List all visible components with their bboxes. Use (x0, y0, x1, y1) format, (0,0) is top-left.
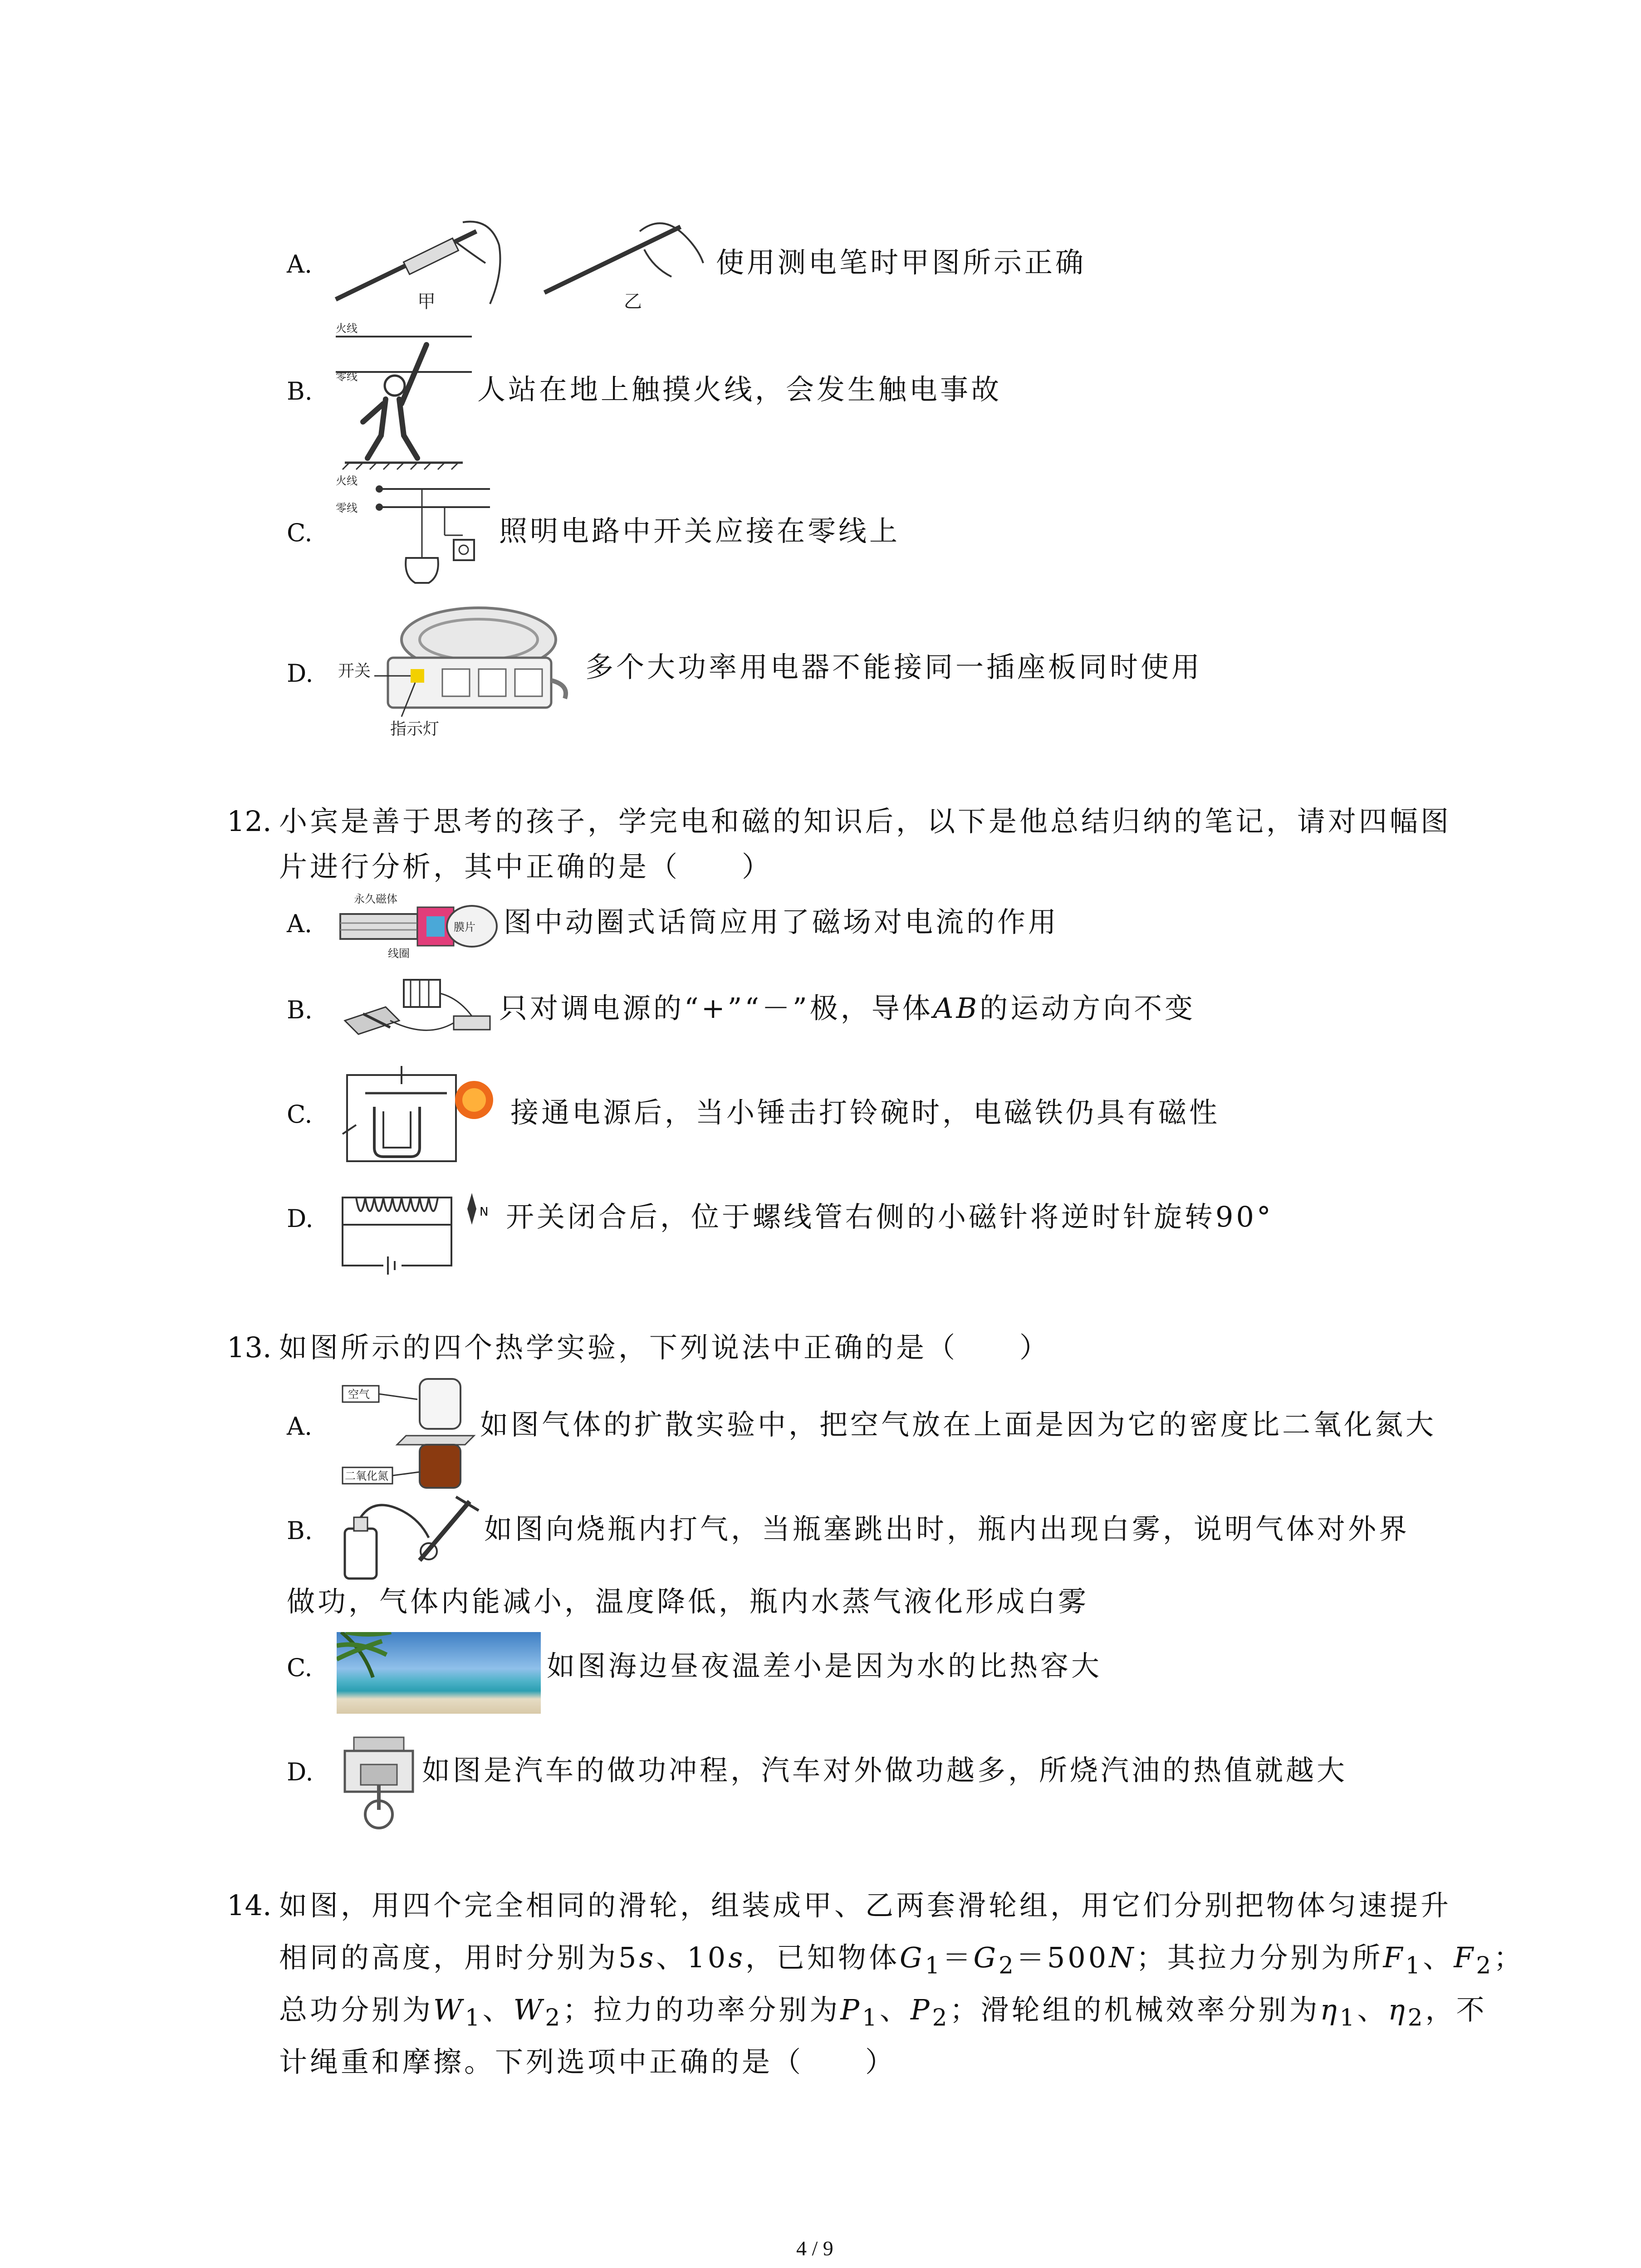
unit-s: s (639, 1941, 656, 1974)
q11-option-d-letter: D. (287, 659, 314, 688)
equals: ＝ (942, 1941, 974, 1974)
sub-1: 1 (862, 2004, 880, 2032)
live-wire-label: 火线 (336, 474, 358, 487)
lighting-circuit-figure (377, 485, 495, 590)
solenoid-compass-figure (338, 1188, 506, 1275)
var-g2: G (973, 1941, 999, 1974)
neutral-wire-label: 零线 (336, 370, 358, 383)
q14-line3-d: ，不 (1425, 1993, 1487, 2026)
q12-option-c-letter: C. (287, 1100, 313, 1129)
q12-option-c-text: 接通电源后，当小锤击打铃碗时，电磁铁仍具有磁性 (510, 1096, 1220, 1129)
q12-option-a-text: 图中动圈式话筒应用了磁场对电流的作用 (504, 905, 1059, 938)
neutral-wire-label: 零线 (336, 502, 358, 514)
q14-line2-e: 、 (1423, 1941, 1454, 1974)
q13-option-b-letter: B. (287, 1516, 313, 1545)
q12-stem-line1: 小宾是善于思考的孩子，学完电和磁的知识后，以下是他总结归纳的笔记，请对四幅图 (279, 805, 1452, 838)
q13-option-a-letter: A. (287, 1412, 313, 1441)
var-eta2: η (1388, 1993, 1408, 2026)
var-f1: F (1383, 1941, 1406, 1974)
q14-line2-b: 、10 (656, 1941, 729, 1974)
q14-stem-line1: 如图，用四个完全相同的滑轮，组装成甲、乙两套滑轮组，用它们分别把物体匀速提升 (279, 1889, 1452, 1922)
equals-500: ＝500 (1016, 1941, 1109, 1974)
sub-1: 1 (925, 1952, 943, 1980)
q13-option-b-text-cont: 做功，气体内能减小，温度降低，瓶内水蒸气液化形成白雾 (287, 1585, 1089, 1618)
q12-option-b-letter: B. (287, 996, 313, 1024)
page-number: 4 / 9 (796, 2237, 833, 2260)
sub-1: 1 (1405, 1952, 1423, 1980)
q13-option-c-letter: C. (287, 1653, 313, 1682)
q12-option-d-letter: D. (287, 1204, 314, 1233)
q14-line2-c: ，已知物体 (745, 1941, 900, 1974)
var-w1: W (433, 1993, 465, 2026)
comma: 、 (879, 1993, 911, 2026)
no2-label: 二氧化氮 (345, 1470, 388, 1482)
q11-option-d-text: 多个大功率用电器不能接同一插座板同时使用 (585, 650, 1203, 684)
q11-option-b-letter: B. (287, 377, 313, 406)
sub-1: 1 (465, 2004, 483, 2032)
comma: 、 (1357, 1993, 1388, 2026)
sub-2: 2 (998, 1952, 1016, 1980)
current-in-magnetic-field-figure (336, 971, 499, 1043)
figure-label-yi: 乙 (624, 291, 642, 312)
q14-stem-line4: 计绳重和摩擦。下列选项中正确的是（ ） (279, 2045, 896, 2078)
unit-s: s (728, 1941, 746, 1974)
engine-power-stroke-figure (336, 1733, 426, 1833)
q14-line2-d: ；其拉力分别为所 (1136, 1941, 1383, 1974)
q12-stem-line2: 片进行分析，其中正确的是（ ） (279, 850, 773, 883)
switch-label: 开关 (338, 662, 371, 680)
q14-line2-a: 相同的高度，用时分别为5 (279, 1941, 639, 1974)
q14-line3-a: 总功分别为 (279, 1993, 434, 2026)
q14-stem-line2 (279, 1941, 1525, 1980)
q13-number: 13. (227, 1331, 272, 1364)
q11-option-a-text: 使用测电笔时甲图所示正确 (716, 246, 1087, 279)
flask-pump-figure (338, 1492, 488, 1583)
diaphragm-label: 膜片 (454, 921, 475, 934)
q12-option-a-letter: A. (287, 909, 313, 938)
q13-option-a-text: 如图气体的扩散实验中，把空气放在上面是因为它的密度比二氧化氮大 (480, 1408, 1437, 1441)
q11-option-b-text: 人站在地上触摸火线，会发生触电事故 (477, 373, 1002, 406)
q13-option-d-text: 如图是汽车的做功冲程，汽车对外做功越多，所烧汽油的热值就越大 (422, 1754, 1348, 1787)
q11-option-c-letter: C. (287, 518, 313, 547)
person-touching-live-wire (336, 336, 481, 467)
live-wire-label: 火线 (336, 322, 358, 335)
test-pen-figure-yi (535, 213, 717, 304)
q12-option-b-text-post: 的运动方向不变 (980, 992, 1196, 1025)
air-label: 空气 (348, 1388, 370, 1401)
sub-2: 2 (1407, 2004, 1425, 2032)
comma: 、 (482, 1993, 514, 2026)
conductor-ab: AB (933, 992, 980, 1025)
q14-number: 14. (227, 1889, 272, 1922)
q13-stem-line1: 如图所示的四个热学实验，下列说法中正确的是（ ） (279, 1331, 1051, 1364)
q14-line2-f: ； (1494, 1941, 1525, 1974)
q13-option-c-text: 如图海边昼夜温差小是因为水的比热容大 (547, 1649, 1102, 1682)
var-p1: P (840, 1993, 862, 2026)
svg-text:N: N (480, 1205, 489, 1219)
q13-option-b-text: 如图向烧瓶内打气，当瓶塞跳出时，瓶内出现白雾，说明气体对外界 (484, 1512, 1410, 1545)
q12-number: 12. (227, 805, 272, 838)
sub-2: 2 (1476, 1952, 1494, 1980)
permanent-magnet-label: 永久磁体 (354, 893, 397, 905)
var-f2: F (1454, 1941, 1476, 1974)
power-strip-figure (379, 603, 578, 721)
sub-2: 2 (932, 2004, 950, 2032)
figure-label-jia: 甲 (417, 291, 436, 312)
sub-1: 1 (1339, 2004, 1357, 2032)
q13-option-d-letter: D. (287, 1758, 314, 1786)
var-p2: P (910, 1993, 932, 2026)
coil-label: 线圈 (388, 947, 410, 960)
q12-option-d-text: 开关闭合后，位于螺线管右侧的小磁针将逆时针旋转90° (506, 1200, 1274, 1233)
seaside-photo (337, 1632, 541, 1714)
unit-n: N (1109, 1941, 1136, 1974)
var-g1: G (900, 1941, 925, 1974)
palm-tree-icon (337, 1632, 541, 1714)
electric-bell-figure (338, 1066, 501, 1166)
sub-2: 2 (545, 2004, 563, 2032)
q11-option-a-letter: A. (287, 250, 313, 279)
q12-option-b-text (499, 992, 1196, 1025)
q14-line3-b: ；拉力的功率分别为 (563, 1993, 841, 2026)
q14-stem-line3 (279, 1993, 1487, 2032)
q14-line3-c: ；滑轮组的机械效率分别为 (950, 1993, 1320, 2026)
var-eta1: η (1320, 1993, 1340, 2026)
indicator-light-label: 指示灯 (390, 720, 440, 738)
q12-option-b-text-pre: 只对调电源的“+”“－”极，导体 (499, 992, 933, 1025)
q11-option-c-text: 照明电路中开关应接在零线上 (499, 514, 901, 547)
var-w2: W (513, 1993, 545, 2026)
